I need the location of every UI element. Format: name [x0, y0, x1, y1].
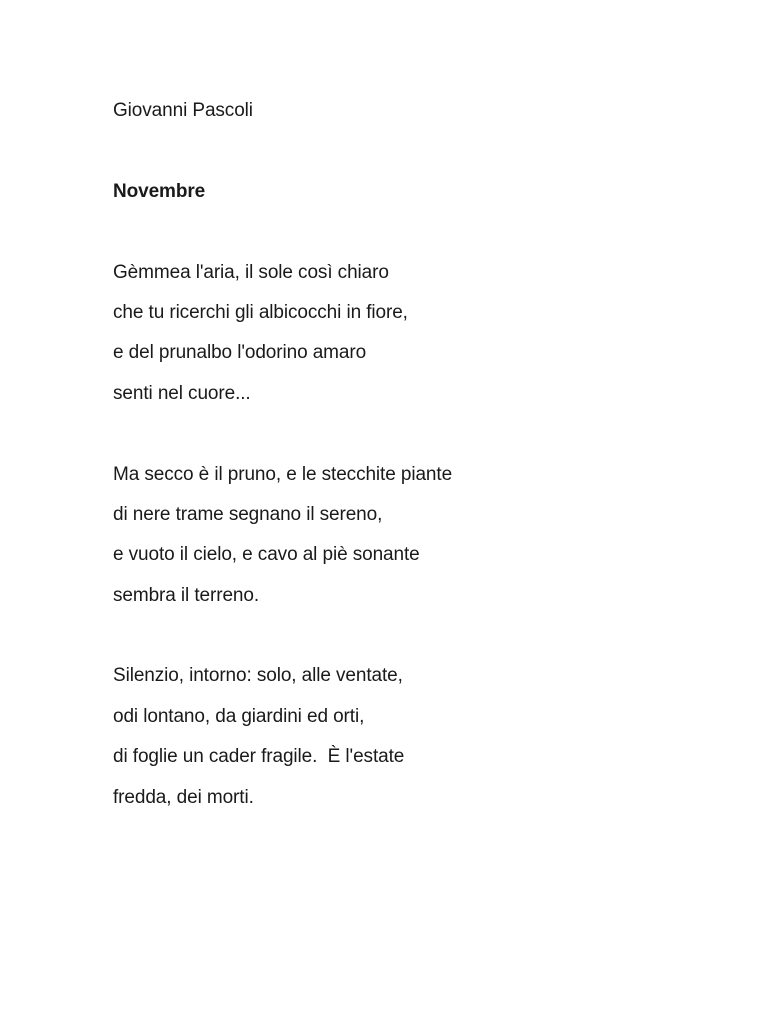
poem-line: e vuoto il cielo, e cavo al piè sonante	[113, 544, 420, 566]
poem-line: e del prunalbo l'odorino amaro	[113, 342, 367, 364]
stanza-break	[113, 414, 713, 454]
poem-line: senti nel cuore...	[113, 382, 251, 404]
stanza-break	[113, 616, 713, 656]
poem-line: Gèmmea l'aria, il sole così chiaro	[113, 261, 389, 283]
poem-line: fredda, dei morti.	[113, 786, 254, 808]
author-name: Giovanni Pascoli	[113, 100, 253, 121]
poem-line: Ma secco è il pruno, e le stecchite piante	[113, 463, 453, 485]
poem-line: che tu ricerchi gli albicocchi in fiore,	[113, 301, 408, 323]
poem-line: di nere trame segnano il sereno,	[113, 503, 383, 525]
spacer	[113, 131, 713, 171]
poem-line: odi lontano, da giardini ed orti,	[113, 705, 365, 727]
stanza-2	[113, 455, 713, 617]
poem-line: sembra il terreno.	[113, 584, 260, 606]
document-page	[113, 91, 713, 818]
stanza-3	[113, 656, 713, 818]
poem-line: Silenzio, intorno: solo, alle ventate,	[113, 665, 403, 687]
poem-line: di foglie un cader fragile. È l'estate	[113, 746, 405, 768]
poem-title: Novembre	[113, 180, 206, 202]
spacer	[113, 212, 713, 252]
stanza-1	[113, 253, 713, 415]
